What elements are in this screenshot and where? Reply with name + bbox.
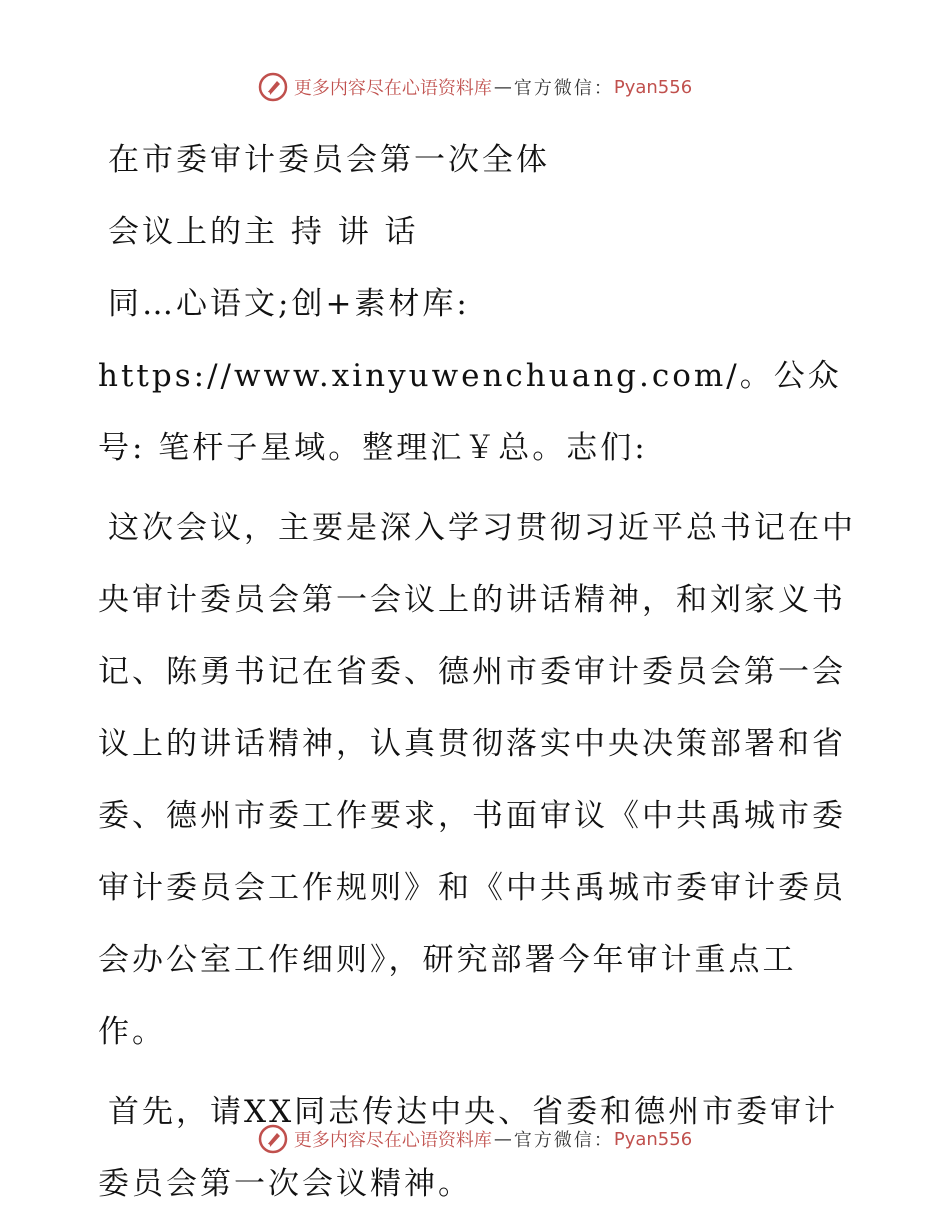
paragraph-1: 这次会议，主要是深入学习贯彻习近平总书记在中央审计委员会第一会议上的讲话精神，和刘家义书记、陈勇书记在省委、德州市委审计委员会第一会议上的讲话精神，认真贯彻落实中央决策部署和省委、德州市委工作要求，书面审议《中共禹城市委审计委员会工作规则》和《中共禹城市委审计委员会办公室工作细则》，研究部署今年审计重点工作。 (98, 510, 856, 1050)
watermark-id: Pyan556 (613, 1128, 693, 1150)
document-body (98, 124, 858, 1220)
pen-circle-icon (258, 72, 288, 102)
watermark-label: 官方微信： (513, 78, 614, 99)
greeting-paragraph: 同…心语文;创+素材库: https://www.xinyuwenchuang.com/。公众号: 笔杆子星域。整理汇￥总。志们: (98, 286, 842, 466)
watermark-text: 更多内容尽在心语资料库 (293, 78, 492, 99)
watermark-id: Pyan556 (613, 76, 693, 98)
watermark-header (0, 72, 950, 102)
title-line-2: 会议上的主 持 讲 话 (108, 214, 419, 250)
watermark-label: 官方微信： (513, 1130, 614, 1151)
pen-circle-icon (258, 1124, 288, 1154)
watermark-separator: — (493, 76, 512, 98)
watermark-text: 更多内容尽在心语资料库 (293, 1130, 492, 1151)
title-line-1: 在市委审计委员会第一次全体 (108, 142, 550, 178)
watermark-separator: — (493, 1128, 512, 1150)
paragraph-2: 首先，请XX同志传达中央、省委和德州市委审计委员会第一次会议精神。 (98, 1094, 839, 1202)
watermark-footer (0, 1124, 950, 1154)
